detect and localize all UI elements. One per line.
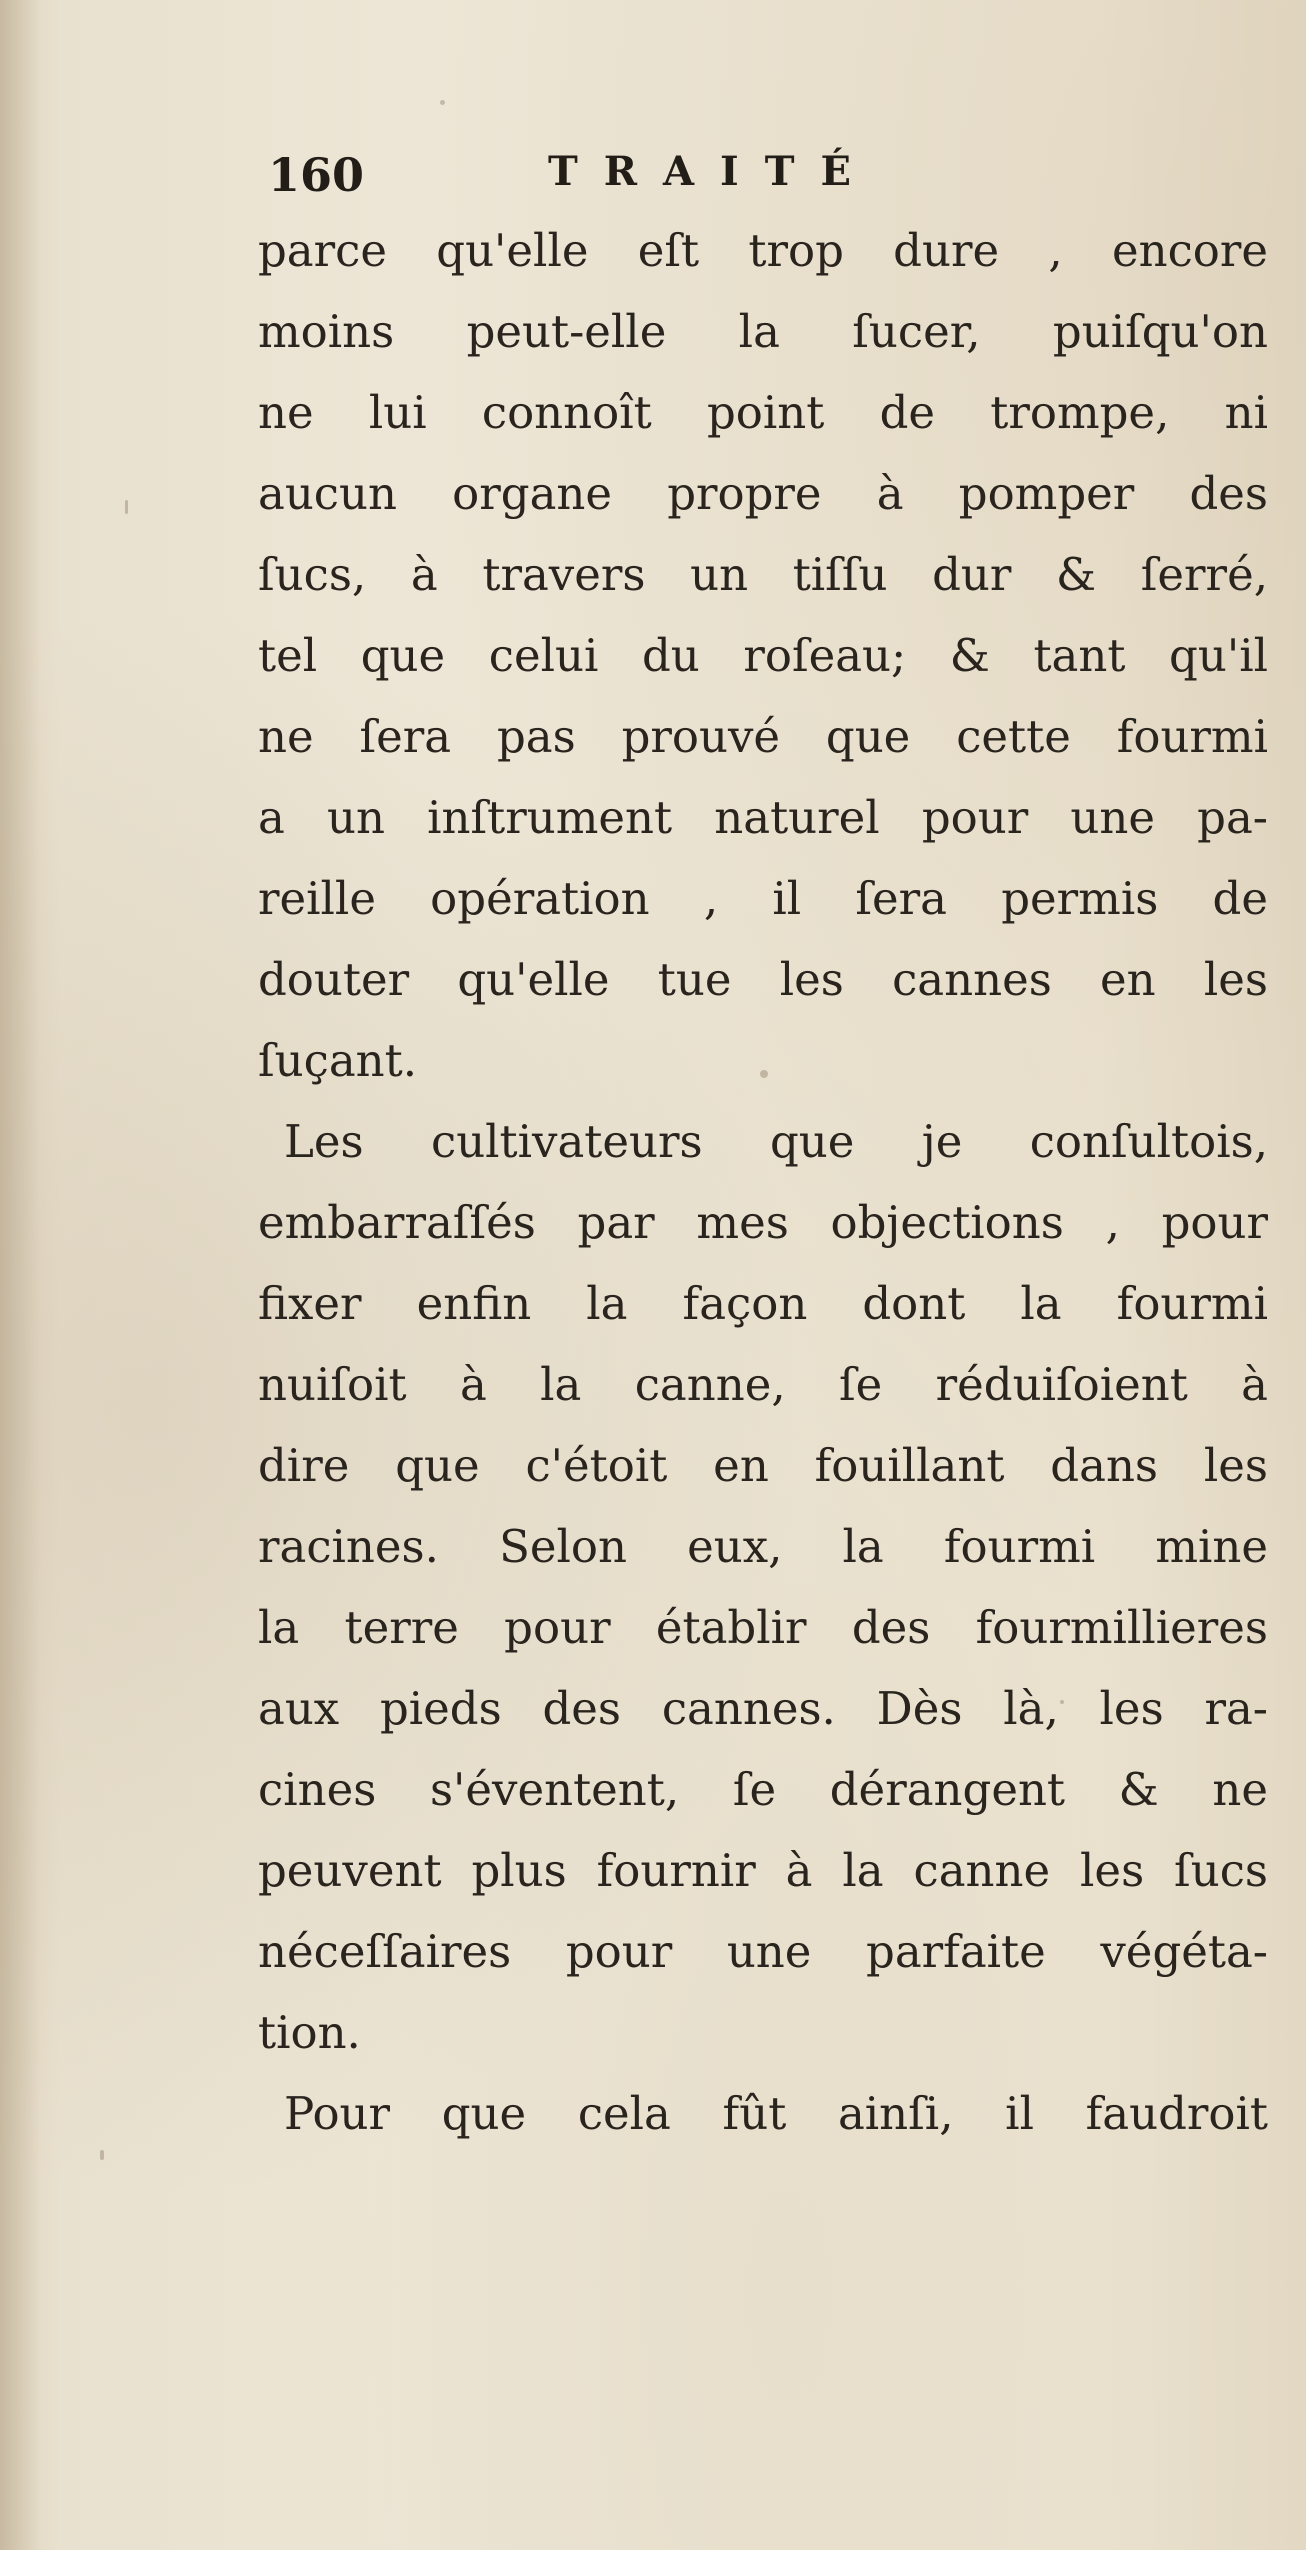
paper-speck	[125, 500, 128, 514]
text-line: fixer enfin la façon dont la fourmi	[258, 1277, 1268, 1330]
paper-speck	[440, 100, 445, 105]
running-head: TRAITÉ	[548, 148, 878, 195]
text-line: racines. Selon eux, la fourmi mine	[258, 1520, 1268, 1573]
text-line: ſucs, à travers un tiſſu dur & ſerré,	[258, 548, 1268, 601]
text-line: embarraſſés par mes objections , pour	[258, 1196, 1268, 1249]
text-line: cines s'éventent, ſe dérangent & ne	[258, 1763, 1268, 1816]
text-line: ne lui connoît point de trompe, ni	[258, 386, 1268, 439]
text-line: douter qu'elle tue les cannes en les	[258, 953, 1268, 1006]
text-line: ne ſera pas prouvé que cette fourmi	[258, 710, 1268, 763]
text-line: nuiſoit à la canne, ſe réduiſoient à	[258, 1358, 1268, 1411]
body-text	[258, 210, 1268, 2154]
text-line: néceſſaires pour une parfaite végéta-	[258, 1925, 1268, 1978]
text-line: ſuçant.	[258, 1034, 418, 1087]
page-header	[268, 148, 1268, 208]
text-line: reille opération , il ſera permis de	[258, 872, 1268, 925]
text-line: la terre pour établir des fourmillieres	[258, 1601, 1268, 1654]
text-line: Les cultivateurs que je conſultois,	[284, 1115, 1268, 1168]
text-line: dire que c'étoit en fouillant dans les	[258, 1439, 1268, 1492]
paper-speck	[100, 2150, 104, 2160]
text-line: aucun organe propre à pomper des	[258, 467, 1268, 520]
text-line: aux pieds des cannes. Dès là, les ra-	[258, 1682, 1268, 1735]
text-line: moins peut-elle la ſucer, puiſqu'on	[258, 305, 1268, 358]
gutter-shadow	[0, 0, 40, 2550]
text-line: Pour que cela fût ainſi, il faudroit	[284, 2087, 1268, 2140]
text-line: parce qu'elle eſt trop dure , encore	[258, 224, 1268, 277]
page-number: 160	[268, 148, 365, 202]
text-line: a un inſtrument naturel pour une pa-	[258, 791, 1268, 844]
text-line: tel que celui du roſeau; & tant qu'il	[258, 629, 1268, 682]
text-line: peuvent plus fournir à la canne les ſucs	[258, 1844, 1268, 1897]
text-line: tion.	[258, 2006, 361, 2059]
